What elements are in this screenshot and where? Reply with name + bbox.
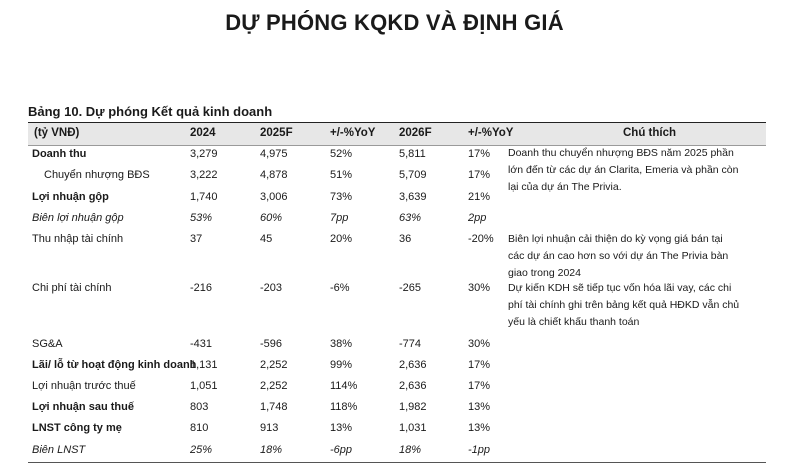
value-2026f: -265 [399, 282, 422, 294]
value-2025f: 1,748 [260, 401, 288, 413]
yoy-2026: 17% [468, 380, 491, 392]
table-row [28, 376, 766, 396]
row-label: SG&A [32, 338, 63, 350]
yoy-2026: 30% [468, 282, 491, 294]
value-2026f: 36 [399, 233, 412, 245]
value-2024: 37 [190, 233, 203, 245]
row-label: LNST công ty mẹ [32, 422, 122, 434]
table-row [28, 334, 766, 354]
note-margin: Biên lợi nhuận cải thiện do kỳ vọng giá bán tại các dự án cao hơn so với dự án The Privia bàn giao trong 2024 [508, 233, 729, 279]
yoy-2025: 114% [330, 380, 358, 392]
yoy-2025: 38% [330, 338, 353, 350]
yoy-2025: 99% [330, 359, 353, 371]
yoy-2026: 13% [468, 401, 491, 413]
yoy-2026: 17% [468, 169, 491, 181]
value-2025f: 2,252 [260, 359, 288, 371]
yoy-2025: 7pp [330, 212, 349, 224]
yoy-2025: 118% [330, 401, 358, 413]
value-2025f: -203 [260, 282, 283, 294]
value-2024: 1,740 [190, 191, 218, 203]
header-2025f: 2025F [260, 127, 293, 139]
yoy-2026: -1pp [468, 444, 491, 456]
row-label: Thu nhập tài chính [32, 233, 124, 245]
value-2026f: -774 [399, 338, 422, 350]
table-row [28, 418, 766, 438]
yoy-2025: 51% [330, 169, 353, 181]
value-2024: -431 [190, 338, 213, 350]
yoy-2025: 13% [330, 422, 353, 434]
note-revenue: Doanh thu chuyển nhượng BĐS năm 2025 phần lớn đến từ các dự án Clarita, Emeria và phần còn lại của dự án The Privia. [508, 147, 739, 193]
value-2024: -216 [190, 282, 213, 294]
value-2025f: 4,878 [260, 169, 288, 181]
value-2024: 1,131 [190, 359, 218, 371]
yoy-2025: 73% [330, 191, 353, 203]
header-yoy-2025: +/-%YoY [330, 127, 376, 139]
yoy-2026: 21% [468, 191, 491, 203]
value-2025f: 45 [260, 233, 273, 245]
header-unit: (tỷ VNĐ) [34, 127, 80, 139]
value-2025f: -596 [260, 338, 283, 350]
value-2025f: 18% [260, 444, 283, 456]
value-2024: 803 [190, 401, 209, 413]
yoy-2026: 17% [468, 359, 491, 371]
row-label: Lợi nhuận sau thuế [32, 401, 134, 413]
row-label: Doanh thu [32, 148, 87, 160]
yoy-2026: 13% [468, 422, 491, 434]
value-2024: 25% [190, 444, 213, 456]
header-2024: 2024 [190, 127, 216, 139]
value-2026f: 2,636 [399, 380, 427, 392]
header-2026f: 2026F [399, 127, 432, 139]
yoy-2025: -6pp [330, 444, 353, 456]
value-2026f: 5,709 [399, 169, 427, 181]
yoy-2026: 17% [468, 148, 491, 160]
value-2025f: 60% [260, 212, 283, 224]
header-yoy-2026: +/-%YoY [468, 127, 514, 139]
value-2026f: 3,639 [399, 191, 427, 203]
header-notes: Chú thích [623, 127, 677, 139]
row-label: Biên LNST [32, 444, 86, 456]
value-2026f: 63% [399, 212, 422, 224]
value-2026f: 1,982 [399, 401, 427, 413]
yoy-2026: 30% [468, 338, 491, 350]
value-2026f: 1,031 [399, 422, 427, 434]
row-label: Lợi nhuận gộp [32, 191, 109, 203]
yoy-2026: -20% [468, 233, 494, 245]
value-2024: 1,051 [190, 380, 218, 392]
value-2024: 3,279 [190, 148, 218, 160]
table-bottom-rule [28, 462, 766, 463]
value-2025f: 913 [260, 422, 279, 434]
note-finance-cost: Dự kiến KDH sẽ tiếp tục vốn hóa lãi vay, các chi phí tài chính ghi trên bảng kết quả HĐKD vẫn chủ yếu là chiết khấu thanh toán [508, 282, 740, 328]
value-2024: 3,222 [190, 169, 218, 181]
table-caption: Bảng 10. Dự phóng Kết quả kinh doanh [28, 104, 273, 119]
value-2026f: 18% [399, 444, 422, 456]
yoy-2025: -6% [330, 282, 350, 294]
table-row [28, 208, 766, 228]
row-label: Lợi nhuận trước thuế [32, 380, 136, 392]
page-title: DỰ PHÓNG KQKD VÀ ĐỊNH GIÁ [225, 10, 564, 35]
row-label: Biên lợi nhuận gộp [32, 212, 124, 224]
table-row [28, 355, 766, 375]
row-label: Lãi/ lỗ từ hoạt động kinh doanh [32, 359, 197, 371]
value-2024: 810 [190, 422, 209, 434]
yoy-2025: 52% [330, 148, 353, 160]
table-row [28, 440, 766, 460]
yoy-2025: 20% [330, 233, 353, 245]
value-2025f: 3,006 [260, 191, 288, 203]
yoy-2026: 2pp [468, 212, 487, 224]
value-2025f: 4,975 [260, 148, 288, 160]
value-2026f: 2,636 [399, 359, 427, 371]
value-2024: 53% [190, 212, 213, 224]
table-row [28, 397, 766, 417]
table-header [28, 122, 766, 146]
row-label: Chi phí tài chính [32, 282, 112, 294]
value-2025f: 2,252 [260, 380, 288, 392]
value-2026f: 5,811 [399, 148, 426, 160]
row-label: Chuyển nhượng BĐS [44, 169, 150, 181]
